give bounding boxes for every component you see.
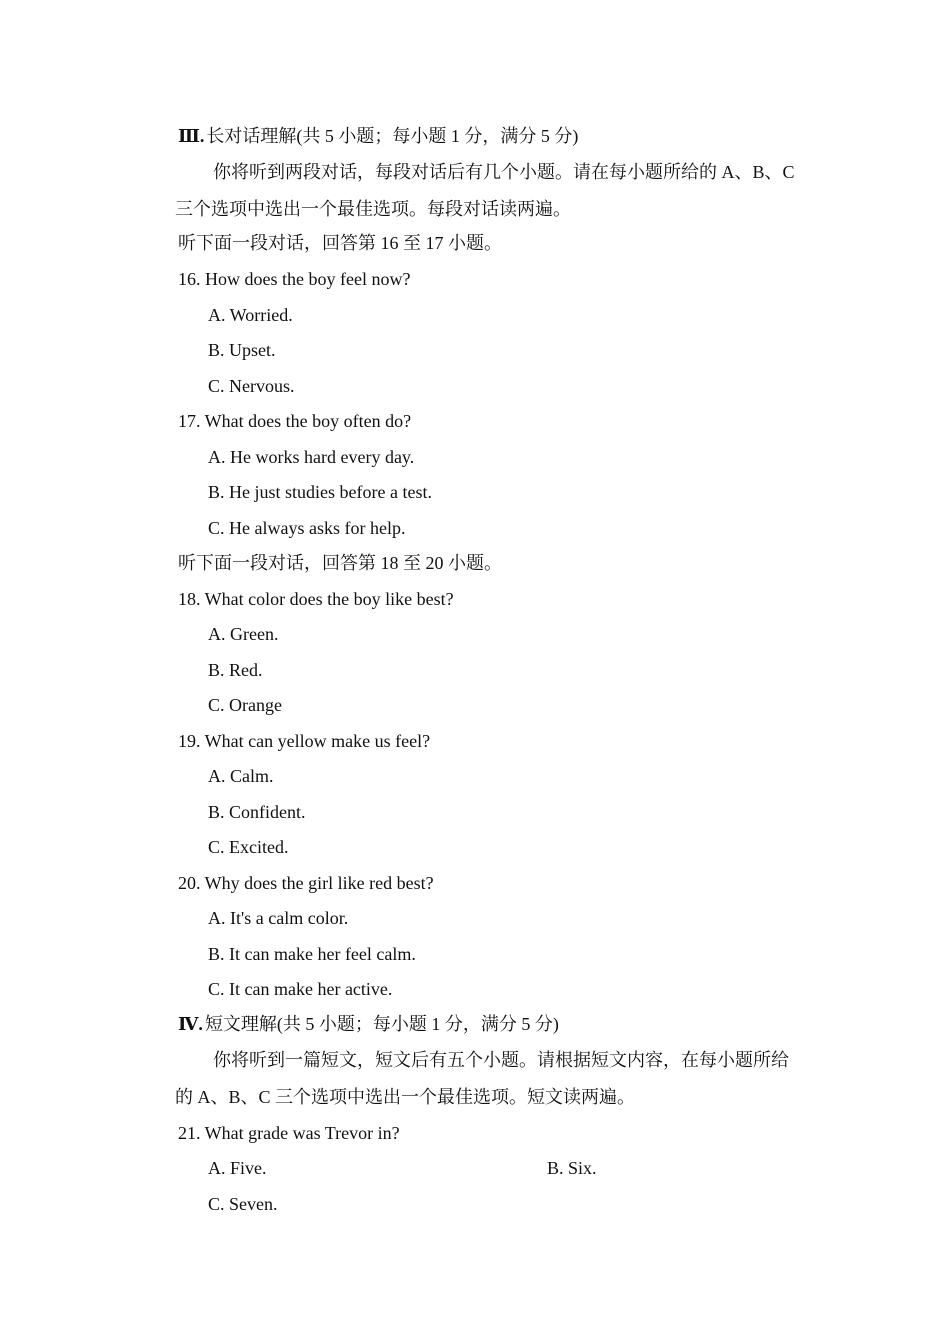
section-4-number: Ⅳ. — [178, 1014, 203, 1034]
question-19-option-a: A. Calm. — [208, 766, 274, 786]
question-17-option-a: A. He works hard every day. — [208, 447, 415, 467]
section-3-intro-line-2: 三个选项中选出一个最佳选项。每段对话读两遍。 — [175, 199, 571, 219]
section-4-intro-line-2: 的 A、B、C 三个选项中选出一个最佳选项。短文读两遍。 — [175, 1087, 636, 1107]
question-21-option-b: B. Six. — [547, 1158, 597, 1178]
question-18-option-b: B. Red. — [208, 660, 263, 680]
question-16-option-a: A. Worried. — [208, 305, 293, 325]
question-19-option-c: C. Excited. — [208, 837, 289, 857]
question-20-option-a: A. It's a calm color. — [208, 908, 349, 928]
section-4-title: 短文理解(共 5 小题；每小题 1 分，满分 5 分) — [204, 1014, 559, 1034]
question-17-option-b: B. He just studies before a test. — [208, 482, 432, 502]
question-17-option-c: C. He always asks for help. — [208, 518, 406, 538]
question-19-stem: 19. What can yellow make us feel? — [178, 731, 431, 751]
question-20-stem: 20. Why does the girl like red best? — [178, 873, 434, 893]
question-20-option-c: C. It can make her active. — [208, 979, 393, 999]
question-20-option-b: B. It can make her feel calm. — [208, 944, 416, 964]
section-3-heading — [178, 125, 578, 147]
question-18-option-c: C. Orange — [208, 695, 282, 715]
section-3-number: Ⅲ. — [178, 126, 205, 146]
question-17-stem: 17. What does the boy often do? — [178, 411, 412, 431]
section-3-intro-line-1: 你将听到两段对话，每段对话后有几个小题。请在每小题所给的 A、B、C — [213, 162, 795, 182]
question-16-stem: 16. How does the boy feel now? — [178, 269, 411, 289]
question-16-option-b: B. Upset. — [208, 340, 276, 360]
question-21-stem: 21. What grade was Trevor in? — [178, 1123, 400, 1143]
section-4-heading — [178, 1013, 559, 1035]
question-16-option-c: C. Nervous. — [208, 376, 295, 396]
question-21-option-a: A. Five. — [208, 1158, 267, 1178]
section-3-title: 长对话理解(共 5 小题；每小题 1 分，满分 5 分) — [206, 126, 579, 146]
section-4-intro-line-1: 你将听到一篇短文，短文后有五个小题。请根据短文内容，在每小题所给 — [213, 1050, 789, 1070]
question-18-stem: 18. What color does the boy like best? — [178, 589, 454, 609]
dialog-2-instruction: 听下面一段对话，回答第 18 至 20 小题。 — [178, 553, 502, 573]
question-21-option-c: C. Seven. — [208, 1194, 278, 1214]
question-18-option-a: A. Green. — [208, 624, 279, 644]
question-19-option-b: B. Confident. — [208, 802, 306, 822]
dialog-1-instruction: 听下面一段对话，回答第 16 至 17 小题。 — [178, 233, 502, 253]
